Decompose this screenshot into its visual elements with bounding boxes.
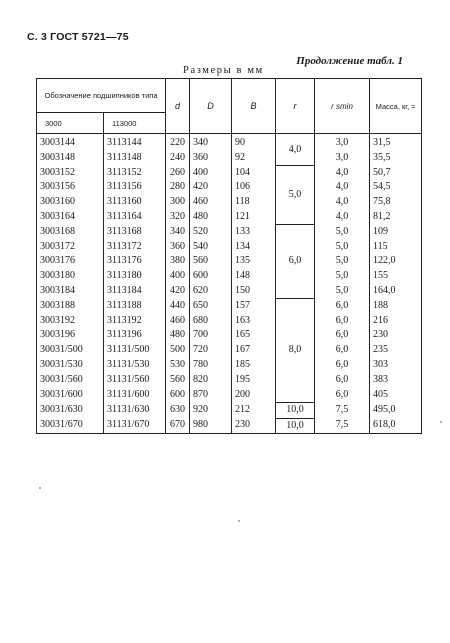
outer-diameter: 360: [190, 151, 232, 166]
inner-diameter: 280: [166, 180, 190, 195]
outer-diameter: 820: [190, 373, 232, 388]
designation-3000: 3003156: [37, 180, 104, 195]
scan-speck: [440, 421, 442, 423]
width: 165: [232, 328, 276, 343]
r-value: 10,0: [276, 418, 315, 434]
scan-speck: [39, 487, 41, 489]
inner-diameter: 320: [166, 210, 190, 225]
mass-value: 109: [370, 225, 422, 240]
rsmin-value: 4,0: [315, 166, 370, 181]
designation-3000: 30031/530: [37, 358, 104, 373]
designation-3000: 3003192: [37, 314, 104, 329]
table-continuation-note: Продолжение табл. 1: [296, 55, 403, 67]
designation-3000: 3003172: [37, 240, 104, 255]
table-row: [37, 343, 422, 358]
inner-diameter: 420: [166, 284, 190, 299]
designation-3000: 3003148: [37, 151, 104, 166]
designation-113000: 3113152: [104, 166, 166, 181]
width: 90: [232, 134, 276, 151]
mass-value: 50,7: [370, 166, 422, 181]
mass-value: 303: [370, 358, 422, 373]
outer-diameter: 480: [190, 210, 232, 225]
outer-diameter: 620: [190, 284, 232, 299]
rsmin-value: 5,0: [315, 240, 370, 255]
inner-diameter: 400: [166, 269, 190, 284]
designation-3000: 3003176: [37, 254, 104, 269]
designation-3000: 30031/500: [37, 343, 104, 358]
mass-value: 618,0: [370, 418, 422, 434]
designation-3000: 3003180: [37, 269, 104, 284]
rsmin-value: 6,0: [315, 373, 370, 388]
designation-113000: 3113160: [104, 195, 166, 210]
D-header: D: [190, 79, 232, 134]
inner-diameter: 300: [166, 195, 190, 210]
designation-113000: 31131/530: [104, 358, 166, 373]
inner-diameter: 380: [166, 254, 190, 269]
scan-speck: [238, 520, 240, 522]
table-row: [37, 210, 422, 225]
mass-value: 155: [370, 269, 422, 284]
table-row: [37, 225, 422, 240]
table-row: [37, 269, 422, 284]
rsmin-value: 6,0: [315, 343, 370, 358]
designation-113000: 31131/670: [104, 418, 166, 434]
designation-3000: 3003196: [37, 328, 104, 343]
r-value: 10,0: [276, 402, 315, 418]
designation-3000: 3003164: [37, 210, 104, 225]
inner-diameter: 670: [166, 418, 190, 434]
mass-value: 188: [370, 299, 422, 314]
inner-diameter: 460: [166, 314, 190, 329]
table-row: [37, 373, 422, 388]
outer-diameter: 980: [190, 418, 232, 434]
outer-diameter: 780: [190, 358, 232, 373]
rsmin-value: 6,0: [315, 358, 370, 373]
width: 121: [232, 210, 276, 225]
width: 212: [232, 402, 276, 418]
width: 230: [232, 418, 276, 434]
mass-header: Масса, кг, ≈: [370, 79, 422, 134]
mass-value: 122,0: [370, 254, 422, 269]
designation-113000: 3113196: [104, 328, 166, 343]
width: 163: [232, 314, 276, 329]
rsmin-value: 5,0: [315, 225, 370, 240]
designation-113000: 3113148: [104, 151, 166, 166]
designation-113000: 3113180: [104, 269, 166, 284]
designation-3000: 30031/560: [37, 373, 104, 388]
table-row: [37, 284, 422, 299]
width: 200: [232, 388, 276, 403]
page-reference: С. 3 ГОСТ 5721—75: [27, 31, 129, 43]
rsmin-value: 4,0: [315, 195, 370, 210]
inner-diameter: 220: [166, 134, 190, 151]
designation-113000: 31131/630: [104, 402, 166, 418]
width: 135: [232, 254, 276, 269]
outer-diameter: 540: [190, 240, 232, 255]
designation-3000: 30031/600: [37, 388, 104, 403]
inner-diameter: 260: [166, 166, 190, 181]
mass-value: 230: [370, 328, 422, 343]
rsmin-value: 4,0: [315, 180, 370, 195]
rsmin-value: 6,0: [315, 314, 370, 329]
rsmin-value: 6,0: [315, 388, 370, 403]
outer-diameter: 650: [190, 299, 232, 314]
mass-value: 383: [370, 373, 422, 388]
designation-113000: 3113144: [104, 134, 166, 151]
inner-diameter: 440: [166, 299, 190, 314]
table-row: [37, 299, 422, 314]
width: 185: [232, 358, 276, 373]
outer-diameter: 560: [190, 254, 232, 269]
designation-3000: 3003188: [37, 299, 104, 314]
table-row: [37, 166, 422, 181]
outer-diameter: 720: [190, 343, 232, 358]
table-row: [37, 180, 422, 195]
designation-113000: 3113184: [104, 284, 166, 299]
outer-diameter: 340: [190, 134, 232, 151]
table-row: [37, 195, 422, 210]
mass-value: 35,5: [370, 151, 422, 166]
rsmin-value: 5,0: [315, 254, 370, 269]
width: 157: [232, 299, 276, 314]
table-row: [37, 328, 422, 343]
designation-113000: 3113188: [104, 299, 166, 314]
width: 150: [232, 284, 276, 299]
outer-diameter: 700: [190, 328, 232, 343]
bearing-dimensions-table: [36, 78, 422, 434]
designation-3000: 30031/630: [37, 402, 104, 418]
mass-value: 31,5: [370, 134, 422, 151]
designation-3000: 3003152: [37, 166, 104, 181]
designation-3000: 3003168: [37, 225, 104, 240]
table-row: [37, 358, 422, 373]
designation-3000: 3003144: [37, 134, 104, 151]
table-row: [37, 388, 422, 403]
mass-value: 216: [370, 314, 422, 329]
table-caption: Размеры в мм: [183, 65, 264, 76]
outer-diameter: 420: [190, 180, 232, 195]
type-113000-header: 113000: [104, 113, 166, 134]
table-row: [37, 151, 422, 166]
outer-diameter: 400: [190, 166, 232, 181]
inner-diameter: 560: [166, 373, 190, 388]
mass-value: 495,0: [370, 402, 422, 418]
width: 104: [232, 166, 276, 181]
outer-diameter: 870: [190, 388, 232, 403]
designation-113000: 31131/500: [104, 343, 166, 358]
mass-value: 75,8: [370, 195, 422, 210]
rsmin-header: r smin: [315, 79, 370, 134]
outer-diameter: 680: [190, 314, 232, 329]
designation-3000: 30031/670: [37, 418, 104, 434]
designation-113000: 3113192: [104, 314, 166, 329]
designation-113000: 31131/600: [104, 388, 166, 403]
inner-diameter: 360: [166, 240, 190, 255]
rsmin-value: 6,0: [315, 328, 370, 343]
mass-value: 115: [370, 240, 422, 255]
outer-diameter: 920: [190, 402, 232, 418]
width: 118: [232, 195, 276, 210]
inner-diameter: 600: [166, 388, 190, 403]
mass-value: 81,2: [370, 210, 422, 225]
B-header: B: [232, 79, 276, 134]
rsmin-value: 5,0: [315, 284, 370, 299]
mass-value: 164,0: [370, 284, 422, 299]
bearing-designation-header: Обозначение подшипников типа: [37, 79, 166, 113]
inner-diameter: 340: [166, 225, 190, 240]
width: 195: [232, 373, 276, 388]
mass-value: 235: [370, 343, 422, 358]
d-header: d: [166, 79, 190, 134]
width: 134: [232, 240, 276, 255]
table-row: [37, 254, 422, 269]
width: 148: [232, 269, 276, 284]
r-group-value: 8,0: [276, 299, 315, 403]
designation-3000: 3003184: [37, 284, 104, 299]
designation-3000: 3003160: [37, 195, 104, 210]
table-row: [37, 134, 422, 151]
rsmin-value: 3,0: [315, 134, 370, 151]
designation-113000: 31131/560: [104, 373, 166, 388]
width: 92: [232, 151, 276, 166]
table-row: [37, 314, 422, 329]
inner-diameter: 240: [166, 151, 190, 166]
designation-113000: 3113176: [104, 254, 166, 269]
r-header: r: [276, 79, 315, 134]
designation-113000: 3113156: [104, 180, 166, 195]
r-group-value: 4,0: [276, 134, 315, 166]
designation-113000: 3113168: [104, 225, 166, 240]
table-row: [37, 240, 422, 255]
outer-diameter: 600: [190, 269, 232, 284]
r-group-value: 5,0: [276, 166, 315, 225]
rsmin-value: 4,0: [315, 210, 370, 225]
designation-113000: 3113172: [104, 240, 166, 255]
outer-diameter: 520: [190, 225, 232, 240]
width: 133: [232, 225, 276, 240]
mass-value: 54,5: [370, 180, 422, 195]
inner-diameter: 480: [166, 328, 190, 343]
outer-diameter: 460: [190, 195, 232, 210]
designation-113000: 3113164: [104, 210, 166, 225]
inner-diameter: 500: [166, 343, 190, 358]
inner-diameter: 630: [166, 402, 190, 418]
table-row: [37, 418, 422, 434]
type-3000-header: 3000: [37, 113, 104, 134]
width: 106: [232, 180, 276, 195]
rsmin-value: 3,0: [315, 151, 370, 166]
rsmin-value: 6,0: [315, 299, 370, 314]
r-group-value: 6,0: [276, 225, 315, 299]
mass-value: 405: [370, 388, 422, 403]
width: 167: [232, 343, 276, 358]
inner-diameter: 530: [166, 358, 190, 373]
table-row: [37, 402, 422, 418]
rsmin-value: 7,5: [315, 418, 370, 434]
rsmin-value: 5,0: [315, 269, 370, 284]
rsmin-value: 7,5: [315, 402, 370, 418]
